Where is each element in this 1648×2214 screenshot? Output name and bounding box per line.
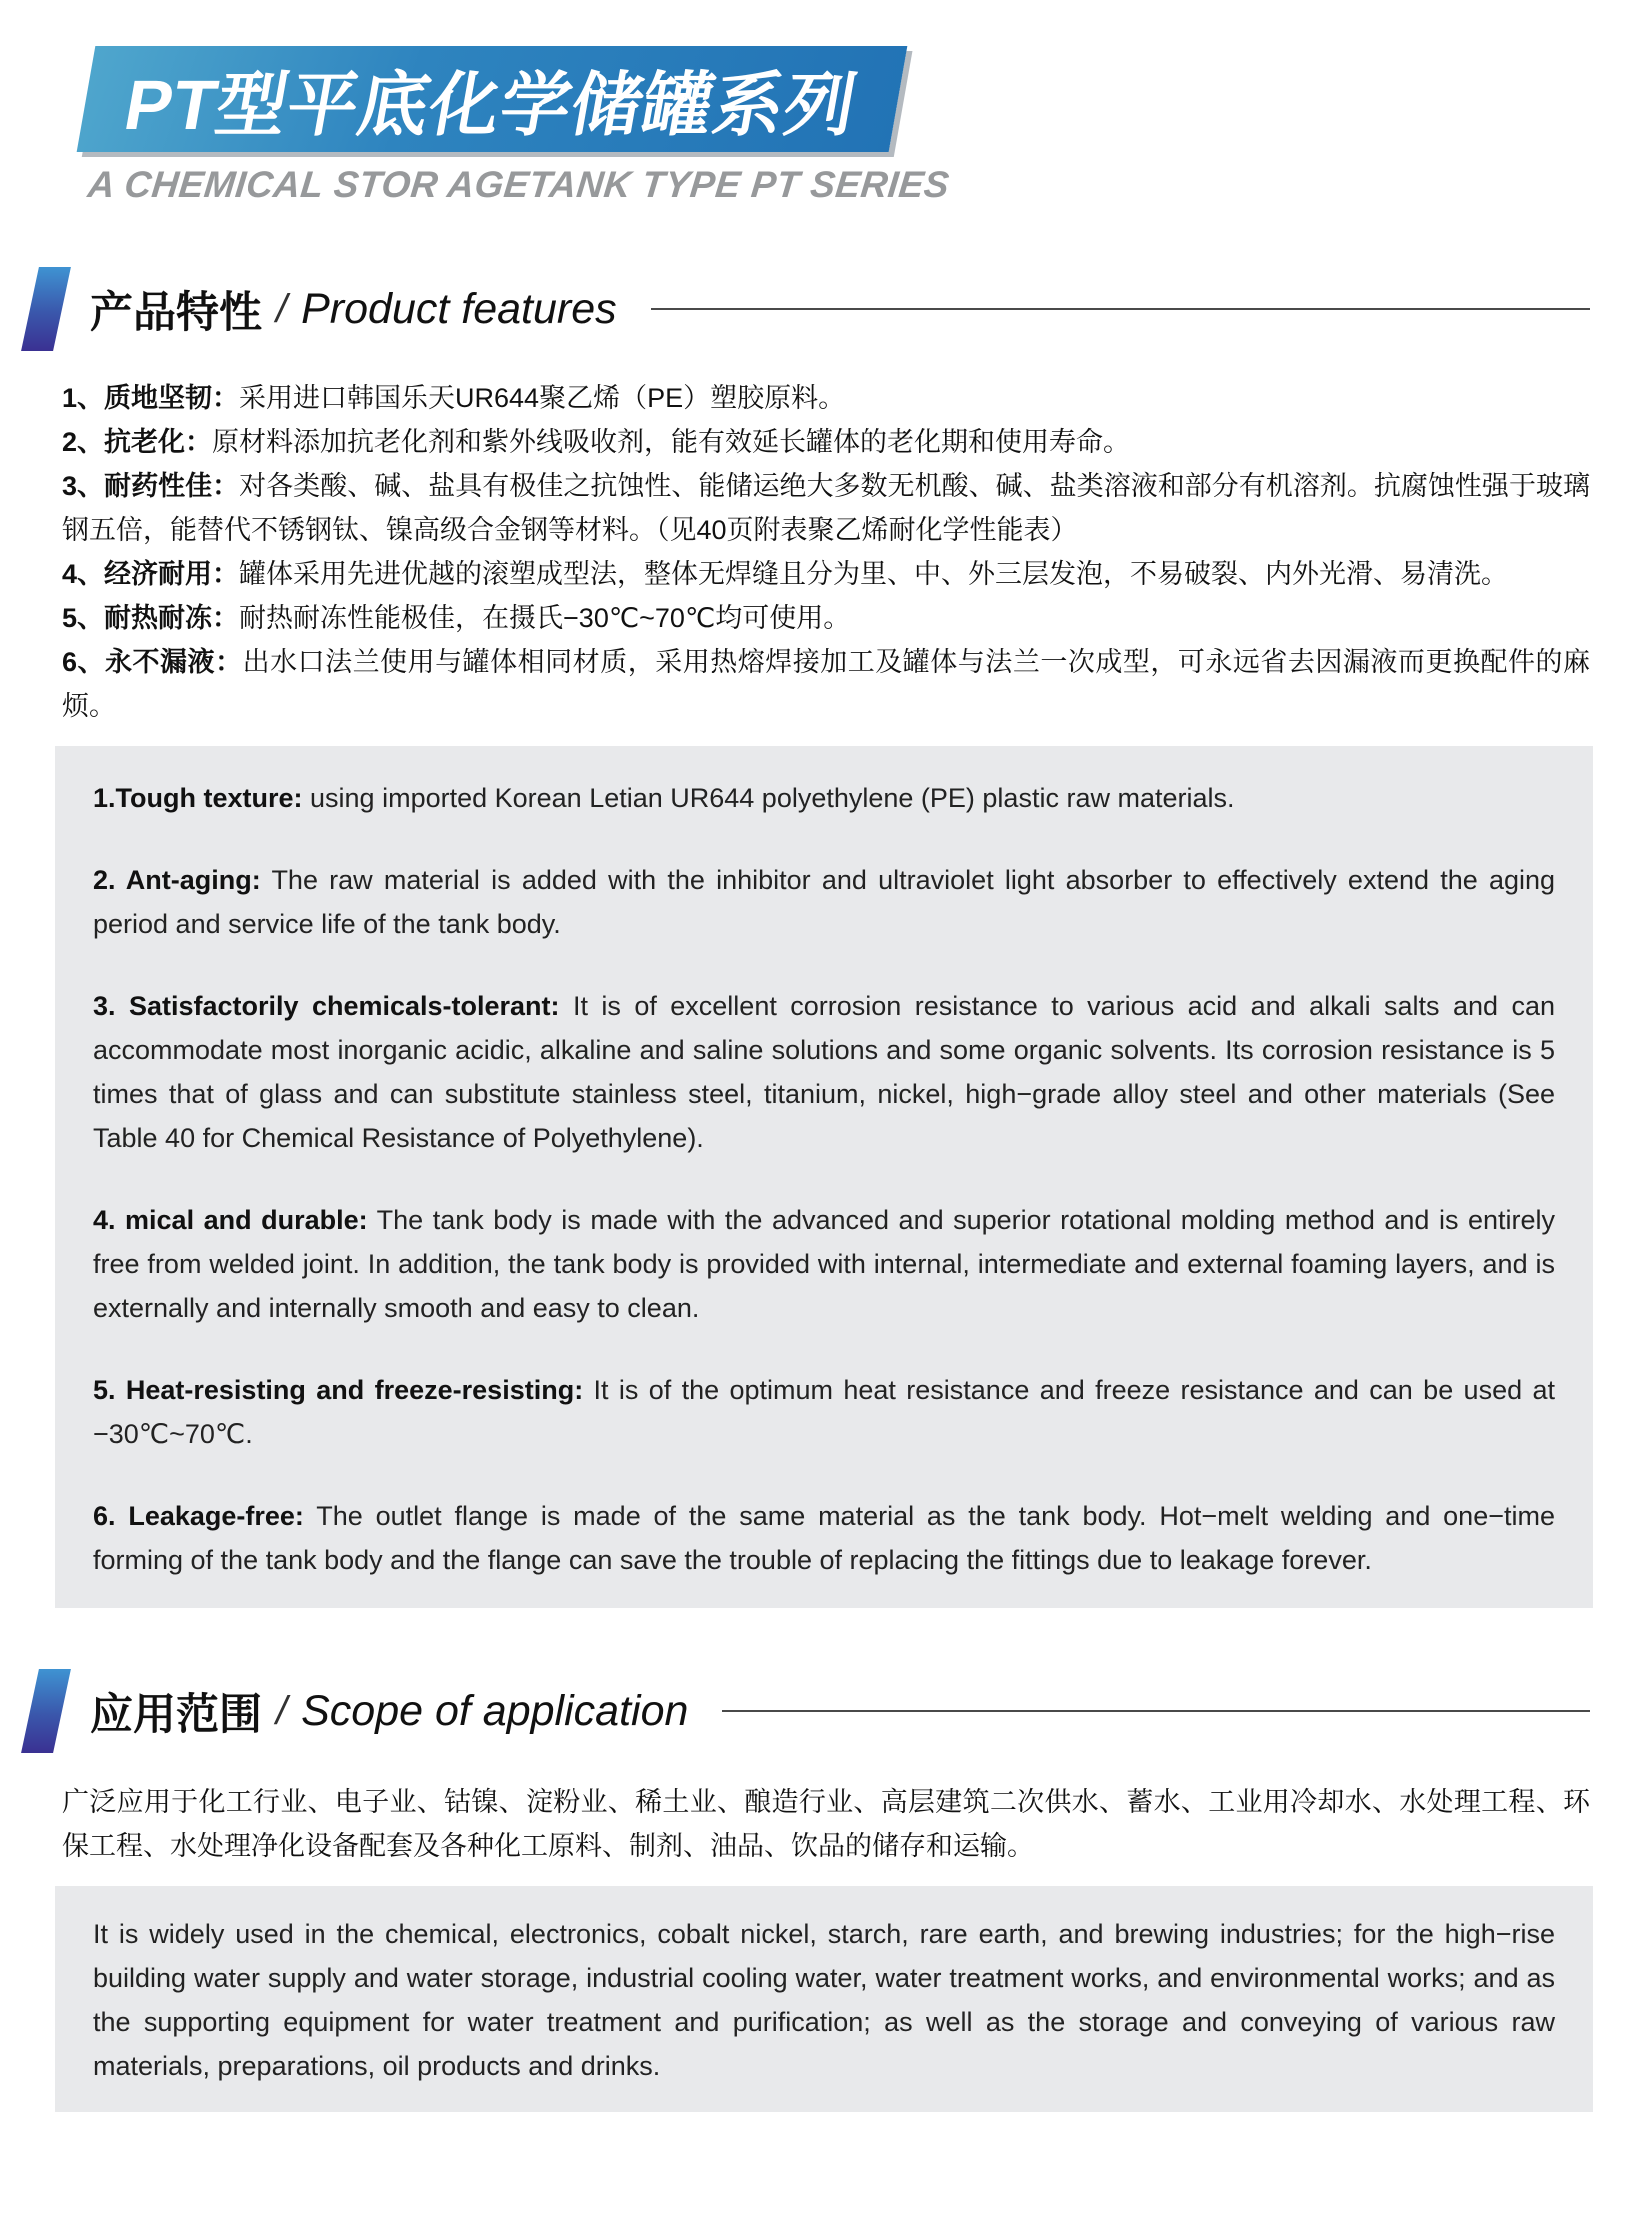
feature-text-en: It is of the optimum heat resistance and freeze resistance and can be used at −30℃~70℃. — [93, 1375, 1555, 1449]
feature-text-zh: 出水口法兰使用与罐体相同材质，采用热熔焊接加工及罐体与法兰一次成型，可永远省去因漏液而更换配件的麻烦。 — [62, 647, 1590, 721]
features-box-en — [55, 746, 1593, 1608]
feature-label-zh: 1、质地坚韧： — [62, 383, 240, 413]
feature-item-en — [93, 776, 1555, 820]
feature-text-zh: 对各类酸、碱、盐具有极佳之抗蚀性、能储运绝大多数无机酸、碱、盐类溶液和部分有机溶剂。抗腐蚀性强于玻璃钢五倍，能替代不锈钢钛、镍高级合金钢等材料。（见40页附表聚乙烯耐化学性能表） — [62, 471, 1590, 545]
banner-subtitle: A CHEMICAL STOR AGETANK TYPE PT SERIES — [85, 164, 952, 205]
feature-item-en — [93, 984, 1555, 1160]
feature-item-en — [93, 1198, 1555, 1330]
feature-label-en: 3. Satisfactorily chemicals-tolerant: — [93, 991, 560, 1021]
feature-text-en: The raw material is added with the inhibitor and ultraviolet light absorber to effectively extend the aging period and service life of the tank body. — [93, 865, 1556, 939]
feature-label-zh: 5、耐热耐冻： — [62, 603, 240, 633]
section-marker-icon — [21, 1669, 71, 1753]
feature-text-en: The outlet flange is made of the same material as the tank body. Hot−melt welding and one−time forming of the tank body and the flange can save the trouble of replacing the fittings due to leakage forever. — [93, 1501, 1555, 1575]
feature-label-zh: 6、永不漏液： — [62, 647, 243, 677]
feature-item-zh — [62, 376, 1590, 420]
banner-title: PT型平底化学储罐系列 — [118, 65, 864, 144]
feature-item-en — [93, 858, 1555, 946]
feature-label-zh: 2、抗老化： — [62, 427, 213, 457]
feature-item-zh — [62, 552, 1590, 596]
scope-box-en — [55, 1886, 1593, 2112]
heading-separator: / — [276, 286, 288, 331]
scope-text-en: It is widely used in the chemical, electronics, cobalt nickel, starch, rare earth, and brewing industries; for the high−rise building water supply and water storage, industrial cooling water, water treatment works, and environmental works; and as the supporting equipment for water treatment and purification; as well as the storage and conveying of various raw materials, preparations, oil products and drinks. — [93, 1919, 1555, 2081]
feature-label-en: 6. Leakage-free: — [93, 1501, 304, 1531]
header-rule — [651, 308, 1590, 310]
catalog-page — [0, 46, 1648, 2214]
feature-label-en: 2. Ant-aging: — [93, 865, 261, 895]
feature-item-zh — [62, 596, 1590, 640]
feature-text-zh: 采用进口韩国乐天UR644聚乙烯（PE）塑胶原料。 — [239, 383, 846, 413]
feature-label-en: 4. mical and durable: — [93, 1205, 368, 1235]
feature-text-zh: 耐热耐冻性能极佳，在摄氏−30℃~70℃均可使用。 — [239, 603, 851, 633]
feature-text-en: using imported Korean Letian UR644 polyethylene (PE) plastic raw materials. — [310, 783, 1235, 813]
features-section-header — [30, 266, 1590, 352]
feature-item-zh — [62, 464, 1590, 552]
feature-item-en — [93, 1494, 1555, 1582]
scope-section-header — [30, 1668, 1590, 1754]
scope-text-zh: 广泛应用于化工行业、电子业、钴镍、淀粉业、稀土业、酿造行业、高层建筑二次供水、蓄水、工业用冷却水、水处理工程、环保工程、水处理净化设备配套及各种化工原料、制剂、油品、饮品的储存和运输。 — [62, 1787, 1590, 1861]
scope-title-en: Scope of application — [301, 1686, 689, 1735]
feature-label-en: 5. Heat-resisting and freeze-resisting: — [93, 1375, 584, 1405]
feature-item-en — [93, 1368, 1555, 1456]
features-title-zh: 产品特性 — [90, 288, 262, 337]
feature-text-en: The tank body is made with the advanced and superior rotational molding method and is entirely free from welded joint. In addition, the tank body is provided with internal, intermediate and external foaming layers, and is externally and internally smooth and easy to clean. — [93, 1205, 1556, 1323]
heading-separator: / — [276, 1688, 288, 1733]
features-title-en: Product features — [301, 284, 617, 333]
feature-item-zh — [62, 640, 1590, 728]
scope-title-zh: 应用范围 — [90, 1690, 262, 1739]
feature-item-zh — [62, 420, 1590, 464]
section-marker-icon — [21, 267, 71, 351]
features-list-zh — [62, 376, 1590, 728]
feature-label-en: 1.Tough texture: — [93, 783, 303, 813]
feature-label-zh: 3、耐药性佳： — [62, 471, 240, 501]
feature-text-en: It is of excellent corrosion resistance to various acid and alkali salts and can accommodate most inorganic acidic, alkaline and saline solutions and some organic solvents. Its corrosion resistance is 5 times that of glass and can substitute stainless steel, titanium, nickel, high−grade alloy steel and other materials (See Table 40 for Chemical Resistance of Polyethylene). — [93, 991, 1555, 1153]
feature-label-zh: 4、经济耐用： — [62, 559, 240, 589]
banner — [77, 46, 908, 152]
feature-text-zh: 原材料添加抗老化剂和紫外线吸收剂，能有效延长罐体的老化期和使用寿命。 — [212, 427, 1131, 457]
header-rule — [722, 1710, 1590, 1712]
feature-text-zh: 罐体采用先进优越的滚塑成型法，整体无焊缝且分为里、中、外三层发泡，不易破裂、内外光滑、易清洗。 — [239, 559, 1509, 589]
